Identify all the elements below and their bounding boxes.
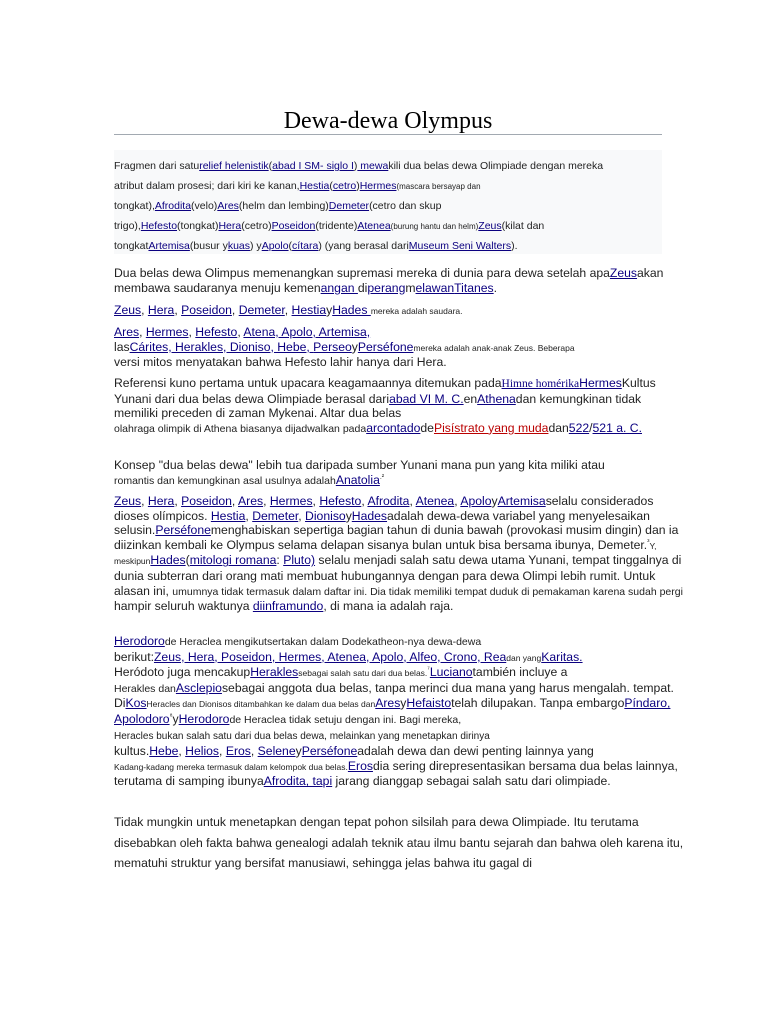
small-text-run: Heracles bukan salah satu dari dua belas dewa, melainkan yang menetapkan dirinya — [114, 730, 490, 742]
paragraph-dioses: Zeus, Hera, Poseidon, Ares, Hermes, Hefesto, Afrodita, Atenea, ApoloyArtemisaselalu considerados dioses olímpicos. Hestia, Demeter, DionisoyHadesadalah dewa-dewa variabel yang menyelesaikan selusin.Perséfonemenghabiskan sepertiga bagian tahun di dunia bawah (provokasi musim dingin) dan ia diizinkan kembali ke Olympus selama delapan sisanya bulan untuk bisa bersama ibunya, Demeter.$^{^3}$Y, meskipunHades(mitologi romana: Pluto) selalu menjadi salah satu dewa utama Yunani, tempat tinggalnya di dunia subterran dari orang mati membuat hubungannya dengan para dewa Olimpi lebih rumit. Untuk alasan ini, umumnya tidak termasuk dalam daftar ini. Dia tidak memiliki tempat duduk di pemakaman karena sudah pergi hampir seluruh waktunya diinframundo, di mana ia adalah raja. — [114, 494, 683, 614]
title-divider — [114, 134, 662, 135]
caption-link[interactable]: Museum Seni Walters — [408, 240, 512, 252]
caption-link[interactable]: Poseidon — [271, 220, 316, 232]
link-persefone[interactable]: Perséfone — [301, 744, 358, 759]
text-run: Heródoto juga mencakup — [114, 665, 251, 680]
link-anatolia[interactable]: Anatolia — [335, 472, 380, 487]
text-run: selalu menjadi salah satu dewa utama Yunani, tempat tinggalnya di dunia subterran dari orang mati membuat hubungannya dengan para dewa Olimpi lebih rumit. Untuk alasan ini, — [114, 553, 682, 598]
link-herodoro[interactable]: Herodoro — [178, 711, 230, 726]
caption-text: ). — [511, 240, 518, 252]
text-run: Dua belas dewa Olimpus memenangkan supremasi mereka di dunia para dewa setelah apa — [114, 266, 610, 280]
caption-link[interactable]: kuas — [227, 240, 251, 252]
link-gods-list[interactable]: Zeus, Hera, Poseidon, Hermes, Atenea, Apolo, Alfeo, Crono, Rea — [153, 649, 507, 664]
link-persefone[interactable]: Perséfone — [155, 523, 211, 538]
text-run: di — [357, 280, 368, 295]
text-run: m — [405, 280, 416, 295]
link-atenea[interactable]: Atenea — [415, 494, 455, 508]
caption-link[interactable]: abad I SM- siglo I — [272, 160, 354, 172]
small-text-run: sebagai salah satu dari dua belas. — [298, 668, 428, 679]
caption-link[interactable]: Zeus — [478, 220, 502, 232]
small-text-run: mereka adalah anak-anak Zeus. Beberapa — [413, 342, 575, 353]
small-text-run: Kadang-kadang mereka termasuk dalam kelompok dua belas. — [114, 761, 348, 772]
text-run: y — [345, 508, 352, 523]
text-run: : — [276, 553, 284, 568]
text-run: dan — [548, 420, 569, 435]
link-hades[interactable]: Hades — [150, 553, 186, 568]
caption-line-4 — [114, 216, 662, 236]
link-luciano[interactable]: Luciano — [429, 665, 473, 680]
caption-link[interactable]: relief helenistik — [199, 160, 269, 172]
paragraph-references — [114, 376, 684, 436]
link-herodoro[interactable]: Herodoro — [114, 634, 165, 648]
caption-small-text: (mascara bersayap dan — [396, 182, 481, 191]
link-atena-apolo-artemisa[interactable]: Atena, Apolo, Artemisa, — [243, 325, 371, 339]
link-diinframundo[interactable]: diinframundo — [252, 599, 324, 614]
text-run: versi mitos menyatakan bahwa Hefesto lahir hanya dari Hera. — [114, 355, 447, 370]
caption-text: tongkat), — [114, 200, 155, 212]
small-text-run: umumnya tidak termasuk dalam daftar ini. Dia tidak memiliki tempat duduk di pemakaman karena sudah pergi — [172, 585, 683, 598]
link-persefone[interactable]: Perséfone — [357, 339, 414, 354]
link-hestia[interactable]: Hestia — [291, 303, 327, 317]
text-run: kultus. — [114, 744, 150, 759]
link-hefesto[interactable]: Hefesto — [195, 325, 238, 339]
text-run: Kultus Yunani dari dua belas dewa Olimpiade berasal dari — [114, 376, 656, 406]
caption-text: kili dua belas dewa Olimpiade dengan mereka — [388, 160, 604, 172]
caption-small-text: (burung hantu dan helm) — [390, 222, 479, 231]
link-hades[interactable]: Hades — [332, 303, 371, 317]
link-poseidon[interactable]: Poseidon — [181, 494, 232, 508]
small-text-run: dan yang — [506, 652, 542, 663]
link-poseidon[interactable]: Poseidon — [181, 303, 232, 317]
small-text-run: de Heraclea tidak setuju dengan ini. Bagi mereka, — [229, 713, 462, 726]
text-run: y — [295, 744, 302, 759]
link-mitologi-romana[interactable]: mitologi romana — [189, 553, 277, 568]
text-run: y — [326, 303, 333, 317]
caption-text: ) (yang berasal dari — [318, 240, 409, 252]
link-selene[interactable]: Selene — [257, 744, 296, 759]
link-ares[interactable]: Ares — [114, 325, 140, 339]
footnote-marker[interactable]: ⁸ — [169, 712, 173, 720]
link-helios[interactable]: Helios — [185, 744, 220, 759]
link-herakles[interactable]: Herakles — [250, 665, 299, 680]
small-text-run: Herakles dan — [114, 682, 176, 695]
link-hebe[interactable]: Hebe — [149, 744, 179, 759]
caption-text: trigo), — [114, 220, 141, 232]
text-run: , di mana ia adalah raja. — [323, 599, 454, 614]
link-titanes[interactable]: Titanes — [454, 280, 494, 295]
caption-link[interactable]: Hermes — [359, 180, 397, 192]
caption-link[interactable]: Ares — [217, 200, 239, 212]
paragraph-concept — [114, 458, 684, 488]
text-run: selalu considerados dioses olímpicos. — [114, 494, 654, 523]
link-demeter[interactable]: Demeter — [252, 508, 299, 523]
link-zeus[interactable]: Zeus — [609, 266, 638, 280]
link-arcontado[interactable]: arcontado — [366, 420, 421, 435]
small-text-run: olahraga olimpik di Athena biasanya dijadwalkan pada — [114, 422, 367, 435]
caption-line-3 — [114, 196, 662, 216]
link-521[interactable]: 521 a. C. — [592, 420, 642, 435]
small-text-run: mereka adalah saudara. — [370, 306, 463, 316]
text-run: adalah dewa dan dewi penting lainnya yang — [357, 744, 594, 759]
caption-text: (helm dan lembing) — [238, 200, 329, 212]
caption-link[interactable]: cítara — [292, 240, 319, 252]
page-title: Dewa-dewa Olympus — [283, 108, 493, 134]
small-text-run: romantis dan kemungkinan asal usulnya adalah — [114, 474, 336, 487]
text-run: Referensi kuno pertama untuk upacara keagamaannya ditemukan pada — [114, 376, 502, 390]
text-run: . — [493, 280, 498, 295]
text-run: de — [420, 420, 434, 435]
link-perseo[interactable]: Perseo — [313, 339, 352, 354]
caption-text: ) — [353, 160, 358, 172]
link-afrodita[interactable]: Afrodita — [367, 494, 410, 508]
caption-link[interactable]: mewa — [357, 160, 389, 172]
link-pindaro-apolodoro[interactable]: Píndaro, Apolodoro — [114, 696, 671, 726]
caption-text: ) — [356, 180, 360, 192]
paragraph-genealogy: Tidak mungkin untuk menetapkan dengan tepat pohon silsilah para dewa Olimpiade. Itu terutama disebabkan oleh fakta bahwa genealogi adalah teknik atau ilmu bantu sejarah dan bahwa oleh karena itu, mematuhi struktur yang bersifat manusiawi, sehingga jelas bahwa itu gagal di — [114, 815, 684, 870]
caption-link[interactable]: Hera — [218, 220, 242, 232]
link-pisistrato[interactable]: Pisístrato yang muda — [433, 420, 549, 435]
caption-link[interactable]: Atenea — [357, 220, 391, 232]
link-fragment[interactable]: angan — [320, 280, 358, 295]
caption-text: (tongkat) — [177, 220, 219, 232]
caption-text: (cetro dan skup — [369, 200, 442, 212]
link-abad-vi[interactable]: abad VI M. C. — [389, 391, 464, 406]
paragraph-intro — [114, 266, 684, 295]
link-hermes[interactable]: Hermes — [145, 325, 189, 339]
link-carites[interactable]: Cárites, Herakles, Dioniso, Hebe, — [129, 339, 314, 354]
text-run: y — [400, 696, 407, 711]
text-run: akan membawa saudaranya menuju kemen — [114, 266, 664, 295]
link-himne-homerika[interactable]: Himne homérika — [501, 378, 580, 390]
link-eros[interactable]: Eros — [347, 758, 373, 773]
text-run: en — [463, 391, 478, 406]
caption-link[interactable]: Afrodita — [154, 200, 192, 212]
link-hefaisto[interactable]: Hefaisto — [406, 696, 452, 711]
caption-text: (busur y — [189, 240, 228, 252]
footnote-marker[interactable]: .² — [379, 473, 385, 481]
text-run: / — [589, 420, 593, 435]
link-zeus[interactable]: Zeus — [114, 494, 142, 508]
caption-text: ( — [268, 160, 273, 172]
text-run: telah dilupakan. Tanpa embargo — [451, 696, 625, 711]
text-run: adalah dewa-dewa variabel yang menyelesaikan selusin. — [114, 508, 650, 538]
footnote-marker[interactable]: ³ — [647, 538, 650, 546]
caption-line-1 — [114, 156, 662, 176]
text-run: también incluye a — [472, 665, 568, 680]
image-caption-box — [114, 150, 662, 254]
caption-text: (tridente) — [315, 220, 358, 232]
text-run: berikut: — [114, 649, 154, 664]
text-run: Konsep "dua belas dewa" lebih tua daripada sumber Yunani mana pun yang kita miliki atau — [114, 458, 605, 472]
link-kos[interactable]: Kos — [125, 696, 147, 711]
text-run: sebagai anggota dua belas, tanpa merinci dua mana yang harus mengalah. tempat. Di — [114, 680, 674, 711]
caption-link[interactable]: Hestia — [299, 180, 330, 192]
text-run: dan kemungkinan tidak memiliki preceden di zaman Mykenai. Altar dua belas — [114, 391, 642, 421]
link-eros[interactable]: Eros — [225, 744, 251, 759]
link-ares[interactable]: Ares — [375, 696, 401, 711]
caption-link[interactable]: cetro — [332, 180, 357, 192]
small-text-run: Heracles dan Dionisos ditambahkan ke dalam dua belas dan — [146, 699, 376, 710]
link-ares[interactable]: Ares — [238, 494, 264, 508]
caption-text: atribut dalam prosesi; dari kiri ke kanan, — [114, 180, 300, 192]
link-522[interactable]: 522 — [568, 420, 590, 435]
link-pluto[interactable]: Pluto) — [283, 553, 316, 568]
text-run: y — [351, 339, 358, 354]
paragraph-children: Ares, Hermes, Hefesto, Atena, Apolo, Artemisa, lasCárites, Herakles, Dioniso, Hebe, PerseoyPerséfonemereka adalah anak-anak Zeus. Beberapa versi mitos menyatakan bahwa Hefesto lahir hanya dari Hera. — [114, 325, 575, 370]
link-zeus[interactable]: Zeus — [114, 303, 142, 317]
small-text-run: de Heraclea mengikutsertakan dalam Dodekatheon-nya dewa-dewa — [164, 636, 482, 648]
paragraph-siblings: Zeus, Hera, Poseidon, Demeter, HestiayHades mereka adalah saudara. — [114, 303, 463, 317]
link-hera[interactable]: Hera — [147, 303, 175, 317]
caption-line-2 — [114, 176, 662, 196]
link-demeter[interactable]: Demeter — [238, 303, 285, 317]
link-karitas[interactable]: Karitas. — [541, 649, 583, 664]
small-text-run: Y, meskipun — [114, 540, 657, 567]
caption-link[interactable]: Apolo — [261, 240, 289, 252]
link-dioniso[interactable]: Dioniso — [305, 508, 346, 523]
caption-text: ( — [288, 240, 293, 252]
link-fragment[interactable]: elawan — [415, 280, 455, 295]
footnote-marker[interactable]: ⁷ — [427, 666, 430, 674]
caption-text: tongkat — [114, 240, 149, 252]
link-hera[interactable]: Hera — [147, 494, 175, 508]
link-artemisa[interactable]: Artemisa — [497, 494, 546, 508]
caption-link[interactable]: Hefesto — [140, 220, 178, 232]
link-hefesto[interactable]: Hefesto — [319, 494, 362, 508]
caption-link[interactable]: Demeter — [328, 200, 370, 212]
link-asclepio[interactable]: Asclepio — [175, 680, 222, 695]
text-run: las — [114, 339, 130, 354]
link-perang[interactable]: perang — [367, 280, 406, 295]
link-athena[interactable]: Athena — [477, 391, 516, 406]
caption-text: (velo) — [191, 200, 218, 212]
text-run: ( — [185, 553, 190, 568]
link-afrodita[interactable]: Afrodita, tapi — [263, 774, 333, 789]
link-apolo[interactable]: Apolo — [460, 494, 492, 508]
caption-text: ) y — [250, 240, 262, 252]
caption-text: (cetro) — [241, 220, 272, 232]
caption-text: (kilat dan — [501, 220, 545, 232]
caption-line-5 — [114, 236, 662, 254]
text-run: y — [172, 711, 179, 726]
paragraph-variants: Herodorode Heraclea mengikutsertakan dalam Dodekatheon-nya dewa-dewa berikut:Zeus, Hera, Poseidon, Hermes, Atenea, Apolo, Alfeo, Crono, Readan yangKaritas. Heródoto juga mencakupHeraklessebagai salah satu dari dua belas.$^{^7}$Lucianotambién incluye a Herakles danAsclepiosebagai anggota dua belas, tanpa merinci dua mana yang harus mengalah. tempat. DiKosHeracles dan Dionisos ditambahkan ke dalam dua belas danAresyHefaistotelah dilupakan. Tanpa embargoPíndaro, Apolodoro$^{^8}$yHerodorode Heraclea tidak setuju dengan ini. Bagi mereka, Heracles bukan salah satu dari dua belas dewa, melainkan yang menetapkan dirinya kultus.Hebe, Helios, Eros, SeleneyPerséfoneadalah dewa dan dewi penting lainnya yang Kadang-kadang mereka termasuk dalam kelompok dua belas.Erosdia sering direpresentasikan bersama dua belas lainnya, terutama di samping ibunyaAfrodita, tapi jarang dianggap sebagai salah satu dari olimpiade. — [114, 634, 678, 789]
caption-link[interactable]: Artemisa — [148, 240, 190, 252]
text-run: dia sering direpresentasikan bersama dua belas lainnya, terutama di samping ibunya — [114, 758, 678, 789]
link-hermes[interactable]: Hermes — [579, 376, 622, 390]
text-run: menghabiskan sepertiga bagian tahun di dunia bawah (provokasi musim dingin) dan ia diizinkan kembali ke Olympus selama delapan sisanya bulan untuk bisa bersama ibunya, Demeter. — [114, 523, 679, 552]
link-hermes[interactable]: Hermes — [269, 494, 313, 508]
text-run: jarang dianggap sebagai salah satu dari olimpiade. — [332, 774, 611, 789]
text-run: y — [491, 494, 498, 508]
link-hades[interactable]: Hades — [351, 508, 388, 523]
caption-text: Fragmen dari satu — [114, 160, 200, 172]
text-run: hampir seluruh waktunya — [114, 599, 253, 614]
link-hestia[interactable]: Hestia — [210, 508, 246, 523]
caption-text: ( — [329, 180, 333, 192]
